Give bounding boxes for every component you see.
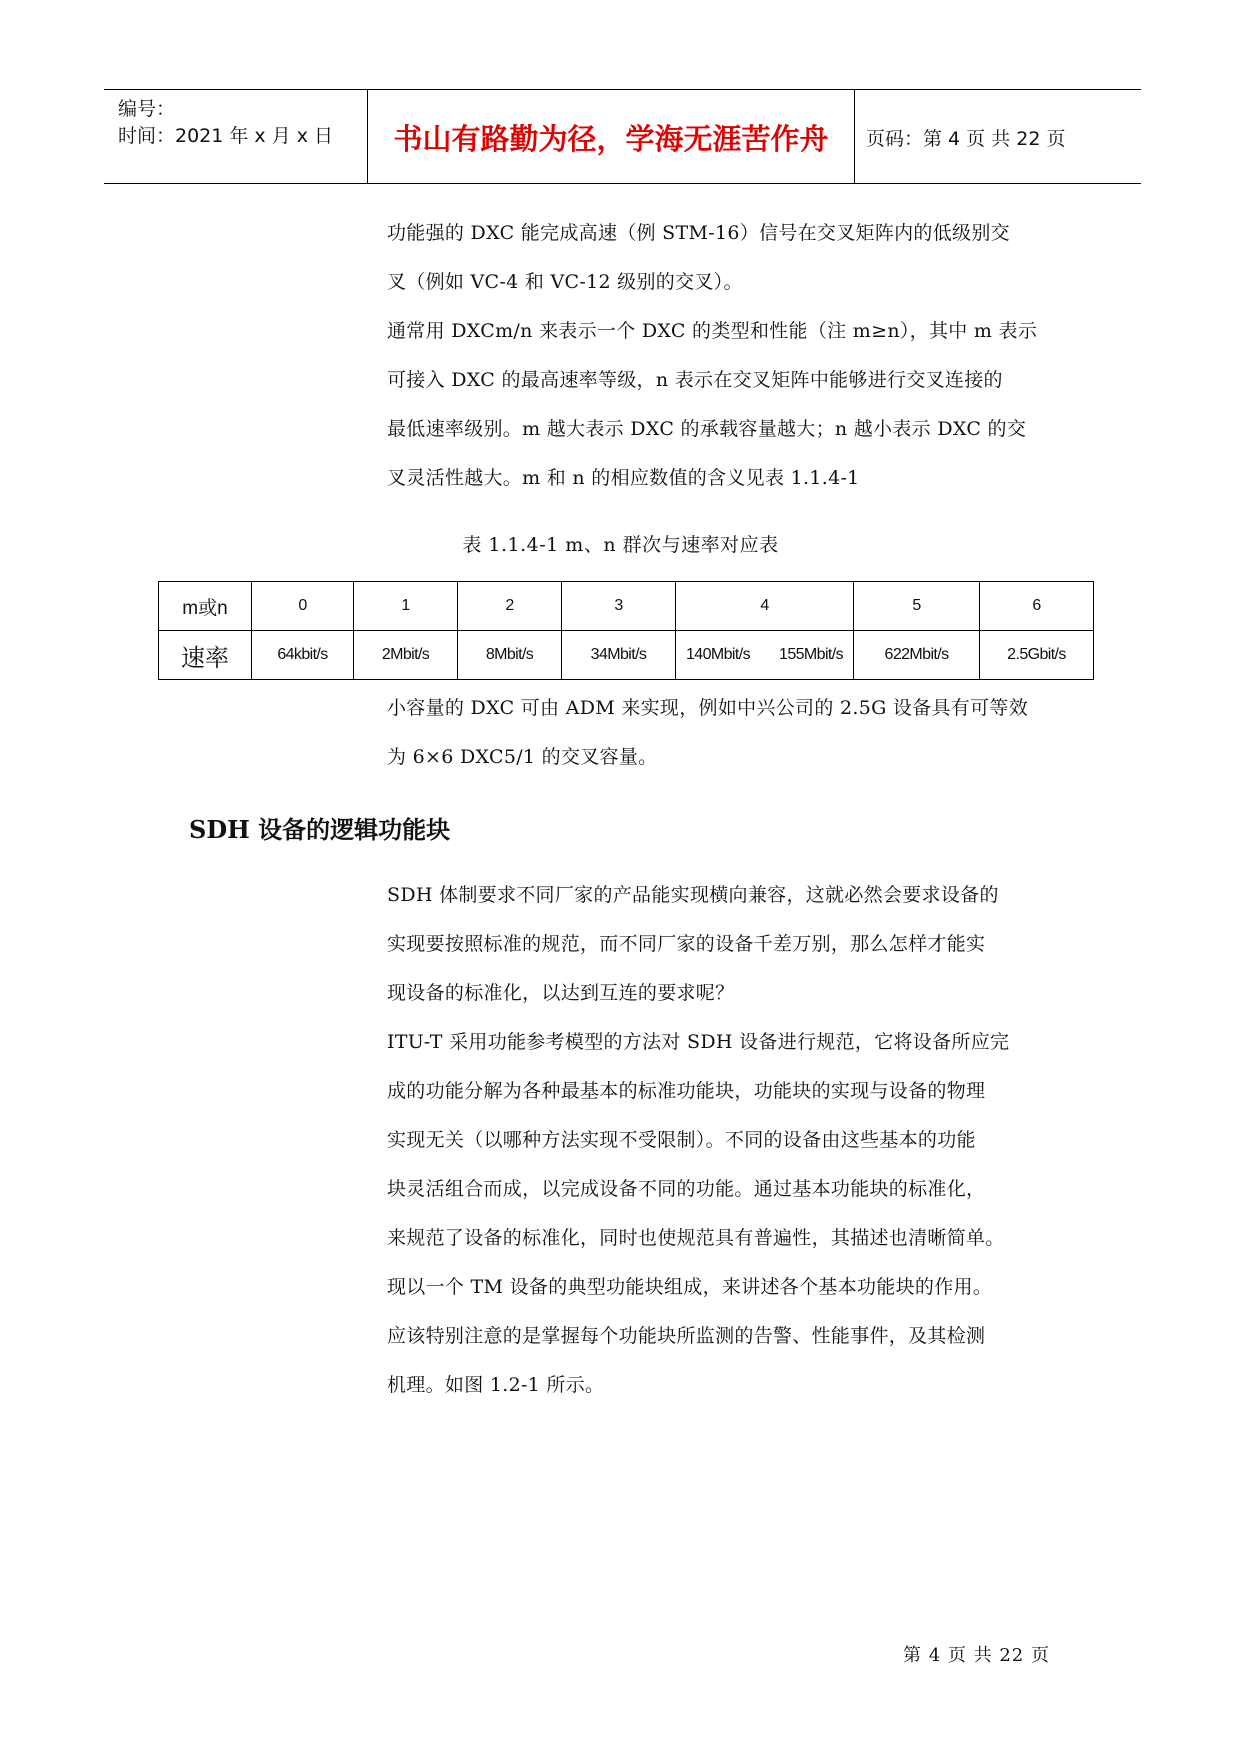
paragraph-sdh-compatibility (387, 871, 1067, 1018)
text-line: 现以一个 TM 设备的典型功能块组成，来讲述各个基本功能块的作用。 (387, 1276, 993, 1298)
text-line: 叉灵活性越大。m 和 n 的相应数值的含义见表 1.1.4-1 (387, 467, 860, 489)
text-line: 实现要按照标准的规范，而不同厂家的设备千差万别，那么怎样才能实 (387, 933, 986, 955)
table-cell: 2 (458, 582, 562, 631)
text-line: 实现无关（以哪种方法实现不受限制）。不同的设备由这些基本的功能 (387, 1129, 976, 1151)
table-row (159, 582, 1094, 631)
text-line: 功能强的 DXC 能完成高速（例 STM-16）信号在交叉矩阵内的低级别交 (387, 222, 1010, 244)
document-number-label: 编号： (118, 98, 176, 120)
text-line: 小容量的 DXC 可由 ADM 来实现，例如中兴公司的 2.5G 设备具有可等效 (387, 697, 1029, 719)
header-middle-cell (367, 90, 855, 183)
header-right-cell (854, 90, 1141, 183)
rate-value: 140Mbit/s (686, 646, 750, 663)
header-page-label: 页码：第 4 页 共 22 页 (866, 128, 1066, 150)
rate-table (158, 581, 1094, 680)
text-line: 通常用 DXCm/n 来表示一个 DXC 的类型和性能（注 m≥n），其中 m 表示 (387, 320, 1038, 342)
text-line: 现设备的标准化，以达到互连的要求呢？ (387, 982, 735, 1004)
text-line: 机理。如图 1.2-1 所示。 (387, 1374, 605, 1396)
rate-value: 155Mbit/s (779, 646, 843, 663)
text-line: SDH 体制要求不同厂家的产品能实现横向兼容，这就必然会要求设备的 (387, 884, 999, 906)
text-line: 来规范了设备的标准化，同时也使规范具有普遍性，其描述也清晰简单。 (387, 1227, 1005, 1249)
table-cell: 速率 (159, 631, 252, 680)
text-line: 为 6×6 DXC5/1 的交叉容量。 (387, 746, 658, 768)
header-left-cell (104, 90, 367, 183)
text-line: 叉（例如 VC-4 和 VC-12 级别的交叉）。 (387, 271, 743, 293)
rate-pair (676, 646, 853, 664)
table-cell: 622Mbit/s (854, 631, 980, 680)
table-cell: 2Mbit/s (354, 631, 458, 680)
table-cell: 34Mbit/s (562, 631, 676, 680)
table-caption: 表 1.1.4-1 m、n 群次与速率对应表 (462, 534, 779, 556)
table-cell: 4 (676, 582, 854, 631)
text-line: 应该特别注意的是掌握每个功能块所监测的告警、性能事件，及其检测 (387, 1325, 986, 1347)
table-cell (676, 631, 854, 680)
paragraph-small-dxc (387, 684, 1067, 782)
header-motto: 书山有路勤为径，学海无涯苦作舟 (393, 122, 829, 156)
text-line: ITU-T 采用功能参考模型的方法对 SDH 设备进行规范，它将设备所应完 (387, 1031, 1010, 1053)
paragraph-dxc-notation (387, 307, 1067, 503)
page-footer: 第 4 页 共 22 页 (903, 1645, 1050, 1666)
table-cell: 2.5Gbit/s (980, 631, 1094, 680)
table-row (159, 631, 1094, 680)
table-cell: 0 (252, 582, 354, 631)
text-line: 最低速率级别。m 越大表示 DXC 的承载容量越大；n 越小表示 DXC 的交 (387, 418, 1027, 440)
text-line: 块灵活组合而成，以完成设备不同的功能。通过基本功能块的标准化， (387, 1178, 986, 1200)
page-header (104, 89, 1141, 184)
table-cell: 8Mbit/s (458, 631, 562, 680)
table-cell: 3 (562, 582, 676, 631)
section-heading: SDH 设备的逻辑功能块 (189, 815, 451, 844)
table-cell: 1 (354, 582, 458, 631)
table-cell: 6 (980, 582, 1094, 631)
table-cell: 64kbit/s (252, 631, 354, 680)
table-cell: 5 (854, 582, 980, 631)
text-line: 可接入 DXC 的最高速率等级，n 表示在交叉矩阵中能够进行交叉连接的 (387, 369, 1003, 391)
document-time-label: 时间：2021 年 x 月 x 日 (118, 125, 334, 147)
paragraph-itu-t-model (387, 1018, 1067, 1410)
table-cell: m或n (159, 582, 252, 631)
text-line: 成的功能分解为各种最基本的标准功能块，功能块的实现与设备的物理 (387, 1080, 986, 1102)
paragraph-dxc-capability (387, 209, 1067, 307)
